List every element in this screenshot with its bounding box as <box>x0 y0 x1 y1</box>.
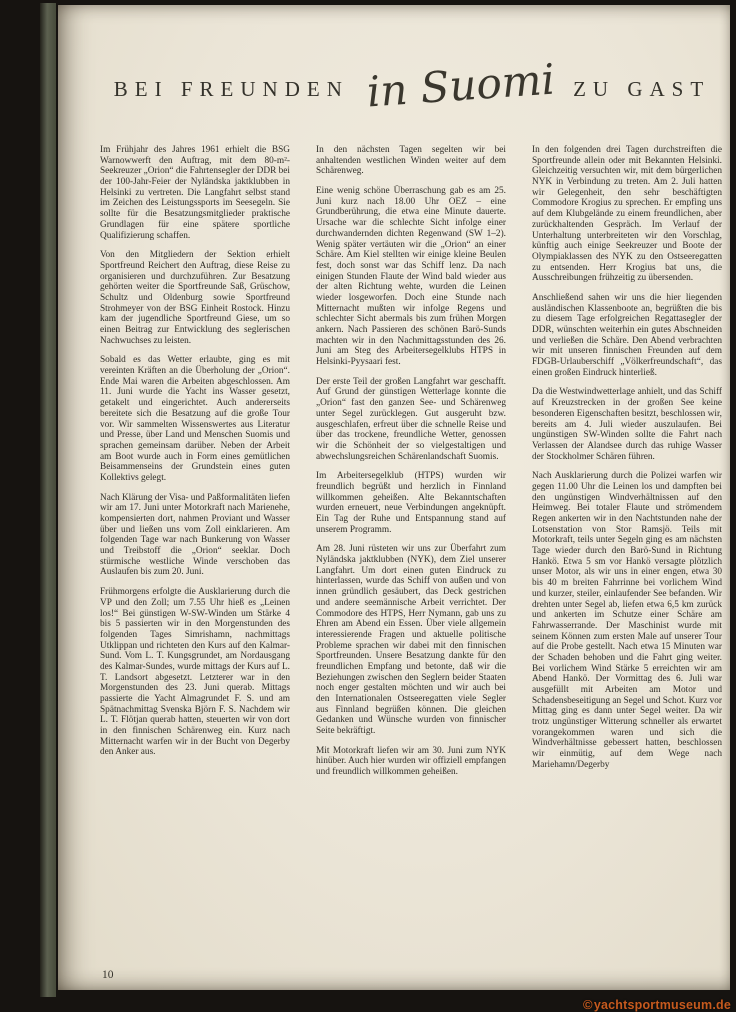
article-paragraph: Anschließend sahen wir uns die hier liegenden ausländischen Klassenboote an, begrüßten die bis zu diesem Tage erfolgreichen Regattasegler der DDR, wünschten weiterhin ein gutes Abschneiden und verließen die Schäre. Den Abend verbrachten wir mit unseren finnischen Freunden auf dem FDGB-Urlauberschiff „Völkerfreundschaft“, das einen großen Eindruck hinterließ. <box>532 292 722 378</box>
article-paragraph: Von den Mitgliedern der Sektion erhielt Sportfreund Reichert den Auftrag, diese Reise zu organisieren und durchzuführen. Zur Besatzung gehörten weiter die Sportfreunde Saß, Grüschow, Schultz und Oldenburg sowie Sportfreund Strohmeyer von der BSG Einheit Rostock. Hinzu kam der jugendliche Sportfreund Giese, um so einen Beitrag zur Entwicklung des seglerischen Nachwuchses zu leisten. <box>100 250 290 346</box>
article-paragraph: Der erste Teil der großen Langfahrt war geschafft. Auf Grund der günstigen Wetterlage konnte die „Orion“ fast den ganzen See- und Schärenweg unter Segel zurücklegen. Gut ausgeruht bzw. ausgeschlafen, erfreut über die schnelle Reise und über das trockene, freundliche Wetter, genossen wir die Schönheit der so vielgestaltigen und abwechslungsreichen Schärenlandschaft Suomis. <box>316 376 506 462</box>
article-paragraph: Frühmorgens erfolgte die Ausklarierung durch die VP und den Zoll; um 7.55 Uhr hieß es „Leinen los!“ Bei günstigen W-SW-Winden um Stärke 4 bis 5 passierten wir in den Morgenstunden des folgenden Tages Simrishamn, nachmittags Utklippan und richteten den Kurs auf den Kalmar-Sund. Vom L. T. Kungsgrundet, am Nordausgang des Kalmar-Sundes, wurde mittags der Kurs auf L. T. Landsort abgesetzt. Letzterer war in den Morgenstunden des 23. Juni querab. Mittags passierte die Yacht Almagrundet F. S. und am Spätnachmittag Svenska Björn F. S. Nachdem wir L. T. Flötjan querab hatten, steuerten wir von dort in den finnischen Schärenweg ein. Kurz nach Mitternacht warfen wir in der Bucht von Degerby den Anker aus. <box>100 587 290 758</box>
article-column-1 <box>100 145 290 963</box>
article-column-3 <box>532 145 722 963</box>
article-column-2 <box>316 145 506 963</box>
title-left: BEI FREUNDEN <box>113 76 349 101</box>
page-number: 10 <box>102 969 114 981</box>
article-paragraph: Sobald es das Wetter erlaubte, ging es mit vereinten Kräften an die Überholung der „Orion“. Ende Mai waren die Arbeiten abgeschlossen. Am 11. Juni wurde die Yacht ins Wasser gesetzt, getakelt und eingerichtet. Auch andererseits bereitete sich die Besatzung auf die große Tour vor. Wir sammelten Wissenswertes aus Literatur und Presse, über Land und Menschen Suomis und sprachen gemeinsam darüber. Neben der Arbeit am Boot wurde auch in Form eines gemütlichen Beisammenseins der Grundstein eines guten Kollektivs gelegt. <box>100 355 290 483</box>
article-paragraph: In den folgenden drei Tagen durchstreiften die Sportfreunde allein oder mit Bekannten Helsinki. Gleichzeitig versuchten wir, mit dem bürgerlichen NYK in Verbindung zu treten. Am 2. Juli hatten wir Gelegenheit, den sehr beschäftigten Commodore Krogius zu sprechen. Er empfing uns auf dem Klubgelände zu einem freundlichen, aber zurückhaltenden Gespräch. Im Verlauf der Unterhaltung unterbreiteten wir den Vorschlag, künftig auch einige Seekreuzer und Boote der Olympiaklassen des NYK zu den Ostseeregatten zu entsenden. Herr Krogius bat uns, die Ausschreibungen frühzeitig zu übersenden. <box>532 145 722 284</box>
article-paragraph: Eine wenig schöne Überraschung gab es am 25. Juni kurz nach 18.00 Uhr OEZ – eine Grundberührung, die etwa eine Minute dauerte. Ursache war die schlechte Sicht infolge einer durchwandernden dichten Regenwand (SW 1–2). Wenig später vertäuten wir die „Orion“ an einer Schäre. Am Kiel stellten wir einige kleine Beulen fest, doch sonst war das Schiff lenz. Da nach einigen Stunden Flaute der Wind bald wieder aus der alten Richtung wehte, wurden die Leinen wieder losgeworfen. Doch eine Stunde nach Mitternacht mußten wir infolge Regens und schlechter Sicht abermals bis zum frühen Morgen ankern. Nach Passieren des schönen Barö-Sunds machten wir in den Nachmittagsstunden des 26. Juni am Steg des Arbeitersegelklubs HTPS in Helsinki-Pyysaari fest. <box>316 186 506 368</box>
title-right: ZU GAST <box>573 76 711 101</box>
article-paragraph: Am 28. Juni rüsteten wir uns zur Überfahrt zum Nyländska jaktklubben (NYK), dem Ziel unserer Langfahrt. Um dort einen guten Eindruck zu hinterlassen, wurde das Schiff von außen und von innen gründlich gesäubert, das Deck gestrichen und andere seemännische Arbeit verrichtet. Der Commodore des HTPS, Herr Nymann, gab uns zu Ehren am Abend ein Essen. Über viele allgemein interessierende Fragen und aktuelle politische Probleme sprachen wir dabei mit den finnischen Sportfreunden. Unsere Besatzung dankte für den freundlichen Empfang und betonte, daß wir die Beziehungen zwischen den Seglern beider Staaten noch enger gestalten möchten und wir auch bei den Internationalen Ostseeregatten viele Segler aus Finnland begrüßen können. Die gleichen Gedanken und Wünsche wurden von finnischer Seite bekräftigt. <box>316 544 506 737</box>
article-paragraph: In den nächsten Tagen segelten wir bei anhaltenden westlichen Winden weiter auf dem Schärenweg. <box>316 145 506 177</box>
article-paragraph: Da die Westwindwetterlage anhielt, und das Schiff auf Kreuzstrecken in der großen See keine besonderen Eigenschaften besitzt, beschlossen wir, bereits am 4. Juli wieder auszulaufen. Bei ungünstigen SW-Winden sollte die Fahrt nach Verlassen der Alandsee durch das ruhige Wasser der Stockholmer Schären führen. <box>532 387 722 462</box>
article-paragraph: Im Arbeitersegelklub (HTPS) wurden wir freundlich begrüßt und herzlich in Finnland willkommen geheißen. Alte Bekanntschaften wurden erneuert, neue Verbindungen angeknüpft. Ein Tag der Ruhe und Entspannung stand auf unserem Programm. <box>316 471 506 535</box>
copyright-icon: © <box>583 997 593 1012</box>
book-spine <box>40 3 56 997</box>
title-script: in Suomi <box>365 54 557 117</box>
page-content <box>100 5 724 963</box>
watermark <box>583 997 731 1012</box>
article-paragraph: Nach Klärung der Visa- und Paßformalitäten liefen wir am 17. Juni unter Motorkraft nach Marienehe, kompensierten dort, nahmen Proviant und Wasser über und ließen uns vom Zoll einklarieren. Am folgenden Tage war nach Bunkerung von Wasser und Treibstoff die „Orion“ seeklar. Doch stürmische westliche Winde verschoben das Auslaufen bis zum 20. Juni. <box>100 492 290 578</box>
scanned-page <box>58 5 730 990</box>
article-paragraph: Mit Motorkraft liefen wir am 30. Juni zum NYK hinüber. Auch hier wurden wir offiziell empfangen und freundlich willkommen geheißen. <box>316 745 506 778</box>
article-paragraph: Nach Ausklarierung durch die Polizei warfen wir gegen 11.00 Uhr die Leinen los und dampften bei den ungünstigen Windverhältnissen auf den Heimweg. Bei totaler Flaute und strömendem Regen ankerten wir in den Nachtstunden nahe der Lotsenstation von Stor Ramsjö. Teils mit Motorkraft, teils unter Segeln ging es am nächsten Tage wieder durch den Barö-Sund in Richtung Hankö. Etwa 5 sm vor Hankö versagte plötzlich unser Motor, als wir uns in einer engen, etwa 30 bis 40 m breiten Fahrrinne bei vorlichem Wind und kurzer, steiler, einlaufender See befanden. Wir drehten unter Segel ab, liefen etwa 6,5 km zurück und ankerten im Schutze einer Schäre am Fahrwasserrande. Der Maschinist wurde mit seinem Können zum ersten Male auf unserer Tour auf die Probe gestellt. Nach etwa 15 Minuten war der Schaden behoben und die Fahrt ging weiter. Bei vorlichem Wind Stärke 5 erreichten wir am Abend Hankö. Der Vormittag des 6. Juli war ausgefüllt mit Arbeiten am Motor und Schadensbeseitigung an Segel und Schot. Kurz vor Mittag ging es dann unter Segel weiter. Da wir trotz ungünstiger Witterung schneller als erwartet vorangekommen waren und sich die Windverhältnisse gebessert hatten, beschlossen wir einmütig, auf dem Wege nach Mariehamn/Degerby <box>532 471 722 770</box>
page-title <box>100 54 724 117</box>
article-paragraph: Im Frühjahr des Jahres 1961 erhielt die BSG Warnowwerft den Auftrag, mit dem 80-m²-Seekreuzer „Orion“ die Fahrtensegler der DDR bei der 100-Jahr-Feier der Nyländska jaktklubben in Helsinki zu vertreten. Die Langfahrt selbst stand im Zeichen des Leistungssports im Seesegeln. Sie sollte für die Besatzungsmitglieder praktische Grundlagen für eine spätere sportliche Qualifizierung schaffen. <box>100 145 290 241</box>
watermark-text: yachtsportmuseum.de <box>593 998 731 1012</box>
article-columns <box>100 145 724 963</box>
